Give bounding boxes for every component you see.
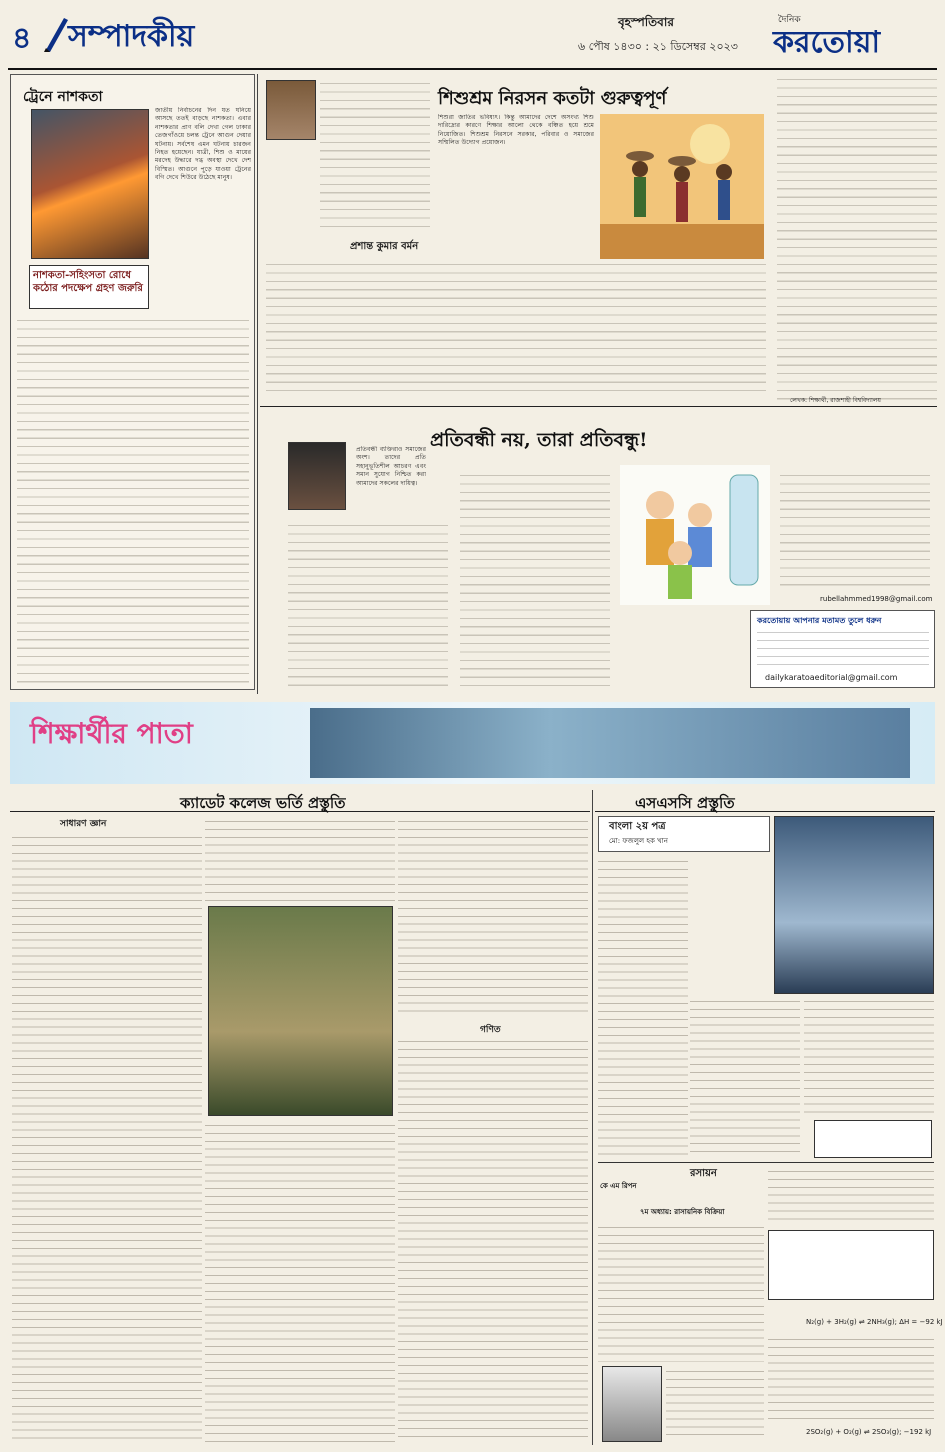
article2-body: প্রতিবন্ধী ব্যক্তিরাও সমাজের অংশ। তাদের প্রতি সহানুভূতিশীল আচরণ এবং সমান সুযোগ নিশ্চিত করা আমাদের সকলের দায়িত্ব।: [356, 446, 426, 487]
opinion-box-title: করতোয়ায় আপনার মতামত তুলে ধরুন: [757, 616, 882, 625]
ssc-section-title: এসএসসি প্রস্তুতি: [635, 794, 735, 812]
author2-photo: [288, 442, 346, 510]
author1-photo: [266, 80, 316, 140]
student-banner-title: শিক্ষার্থীর পাতা: [30, 717, 193, 750]
ssc-students-photo: [774, 816, 934, 994]
article2-body-middle: [460, 470, 610, 690]
math-questions: [398, 1036, 588, 1442]
gk-heading: সাধারণ জ্ঞান: [60, 819, 107, 829]
bangla-title: বাংলা ২য় পত্র: [609, 821, 666, 832]
reaction-table: [768, 1230, 934, 1300]
student-banner: [10, 702, 935, 784]
gk-questions-col2-bottom: [205, 1120, 395, 1442]
article1-body: শিশুরা জাতির ভবিষ্যৎ। কিন্তু আমাদের দেশে অসংখ্য শিশু দারিদ্র্যের কারণে শিক্ষার আলো থেকে বঞ্চিত হয়ে শ্রমে নিয়োজিত। শিশুশ্রম নিরসনে সরকার, পরিবার ও সমাজের সম্মিলিত উদ্যোগ প্রয়োজন।: [438, 114, 594, 147]
children-illustration: [620, 465, 770, 605]
chem-title: রসায়ন: [690, 1168, 717, 1179]
formula-ammonia: N₂(g) + 3H₂(g) ⇌ 2NH₃(g); ∆H = −92 kJ: [806, 1318, 943, 1326]
chem-chapter: ৭ম অধ্যায়: রাসায়নিক বিক্রিয়া: [640, 1208, 725, 1216]
column-rule: [257, 74, 258, 694]
brand-logo: করতোয়া: [773, 25, 881, 60]
chem-text-col2: [768, 1166, 934, 1226]
editorial-intro: জাতীয় নির্বাচনের দিন যত ঘনিয়ে আসছে ততই বাড়ছে নাশকতা। এবার নাশকতার প্রাণ বলি দেখা গেল ঢাকার তেজগাঁওয়ে চলন্ত ট্রেনে আগুন দেয়ার ঘটনায়। সর্বশেষ এমন ঘটনায় চারজন নিহত হয়েছেন। যাত্রী, শিশু ও মায়ের মরদেহ উদ্ধারে দগ্ধ অবস্থা দেখে দেশ বিস্মিত। আগুনে পুড়ে যাওয়া ট্রেনের বগি দেখে শিউরে উঠেছে মানুষ।: [155, 107, 251, 182]
article1-continued-text: [777, 74, 937, 404]
article2-body-left: [288, 520, 448, 690]
bangla-header: [598, 816, 770, 852]
editorial-title: ট্রেনে নাশকতা: [23, 89, 103, 105]
article2-email[interactable]: rubellahmmed1998@gmail.com: [820, 595, 933, 603]
article1-body-text: [266, 259, 766, 394]
cadet-section-header: [10, 790, 590, 812]
quote-box: [814, 1120, 932, 1158]
article1-author-note: লেখক: শিক্ষার্থী, রাজশাহী বিশ্ববিদ্যালয়: [790, 397, 881, 404]
editorial-body-text: [17, 315, 249, 685]
article1-intro-text: [320, 78, 430, 228]
section-rule: [260, 406, 937, 407]
chem-text-col1: [598, 1222, 764, 1362]
editorial-pull-quote: নাশকতা-সহিংসতা রোধে কঠোর পদক্ষেপ গ্রহণ জরুরি: [29, 265, 149, 309]
bangla-questions-col3: [804, 996, 934, 1116]
cadet-section-title: ক্যাডেট কলেজ ভর্তি প্রস্তুতি: [180, 794, 346, 812]
gk-questions-col1: [12, 832, 202, 1442]
page-number: ৪: [12, 21, 32, 56]
scientist-photo: [602, 1366, 662, 1442]
chem-text-col1-bottom: [666, 1366, 764, 1442]
article-child-labour: [260, 74, 772, 404]
chem-teacher: কে এম রিপন: [600, 1182, 637, 1190]
article1-title: শিশুশ্রম নিরসন কতটা গুরুত্বপূর্ণ: [438, 88, 667, 109]
editorial-box: [10, 74, 255, 690]
issue-date: ৬ পৌষ ১৪৩০ : ২১ ডিসেম্বর ২০২৩: [578, 40, 738, 53]
cadets-photo: [208, 906, 393, 1116]
pen-icon: [42, 14, 70, 54]
article2-body-right: [780, 470, 930, 590]
article1-author: প্রশান্ত কুমার বর্মন: [350, 241, 419, 252]
chem-divider: [598, 1162, 934, 1163]
opinion-box: [750, 610, 935, 688]
masthead: [8, 8, 937, 70]
train-fire-photo: [31, 109, 149, 259]
article-disability: [260, 410, 937, 695]
brand-prefix: দৈনিক: [778, 15, 801, 25]
bangla-questions-col2: [690, 996, 800, 1156]
section-title: সম্পাদকীয়: [68, 19, 195, 54]
opinion-box-text: [757, 627, 929, 667]
opinion-box-email[interactable]: dailykaratoaeditorial@gmail.com: [765, 673, 898, 682]
bangla-questions-col1: [598, 856, 688, 1156]
article2-title: প্রতিবন্ধী নয়, তারা প্রতিবন্ধু!: [430, 429, 648, 451]
column-rule: [592, 790, 593, 1445]
students-photo: [310, 708, 910, 778]
gk-questions-col3: [398, 816, 588, 1016]
issue-day: বৃহস্পতিবার: [618, 15, 674, 29]
chem-text-col2-bottom: [768, 1334, 934, 1424]
child-labour-illustration: [600, 114, 764, 264]
ssc-section-header: [595, 790, 935, 812]
gk-questions-col2-top: [205, 816, 395, 902]
formula-sulfur: 2SO₂(g) + O₂(g) ⇌ 2SO₃(g); −192 kJ: [806, 1428, 932, 1436]
math-heading: গণিত: [480, 1025, 501, 1035]
bangla-teacher: মো: ফজলুল হক খান: [609, 837, 668, 845]
